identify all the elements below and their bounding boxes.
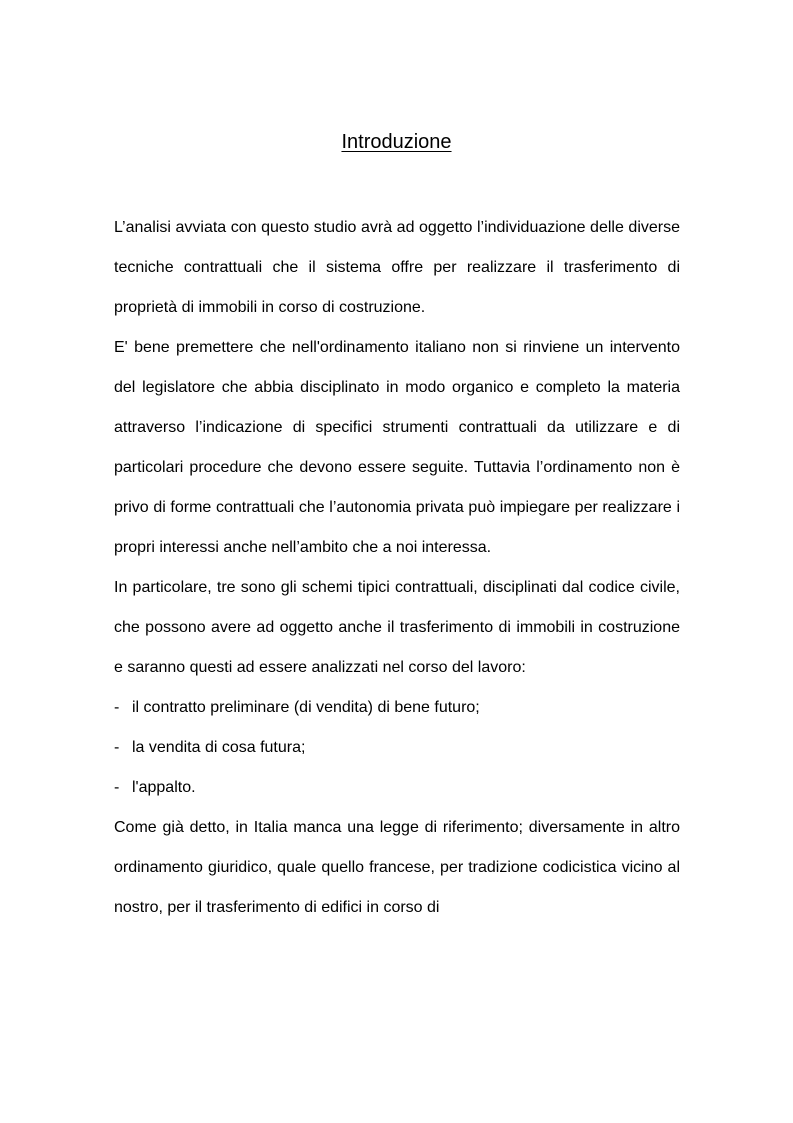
- list-item: [114, 728, 680, 768]
- list-item-text: l'appalto.: [132, 779, 196, 796]
- list-item: [114, 768, 680, 808]
- paragraph-schemes: In particolare, tre sono gli schemi tipici contrattuali, disciplinati dal codice civile, che possono avere ad oggetto anche il trasferimento di immobili in costruzione e saranno questi ad essere analizzati nel corso del lavoro:: [114, 579, 680, 676]
- paragraph-intro: L’analisi avviata con questo studio avrà ad oggetto l’individuazione delle diverse tecniche contrattuali che il sistema offre per realizzare il trasferimento di proprietà di immobili in corso di costruzione.: [114, 219, 680, 316]
- bullet-dash: -: [114, 779, 120, 796]
- list-item-text: il contratto preliminare (di vendita) di bene futuro;: [132, 699, 480, 716]
- paragraph-comparison: Come già detto, in Italia manca una legge di riferimento; diversamente in altro ordinamento giuridico, quale quello francese, per tradizione codicistica vicino al nostro, per il trasferimento di edifici in corso di: [114, 819, 680, 916]
- list-item-text: la vendita di cosa futura;: [132, 739, 306, 756]
- bullet-dash: -: [114, 739, 120, 756]
- paragraph-premise: E' bene premettere che nell'ordinamento italiano non si rinviene un intervento del legislatore che abbia disciplinato in modo organico e completo la materia attraverso l’indicazione di specifici strumenti contrattuali da utilizzare e di particolari procedure che devono essere seguite. Tuttavia l’ordinamento non è privo di forme contrattuali che l’autonomia privata può impiegare per realizzare i propri interessi anche nell’ambito che a noi interessa.: [114, 339, 680, 556]
- bullet-dash: -: [114, 699, 120, 716]
- page-title: Introduzione: [341, 131, 452, 153]
- list-item: [114, 688, 680, 728]
- document-body: [114, 208, 680, 928]
